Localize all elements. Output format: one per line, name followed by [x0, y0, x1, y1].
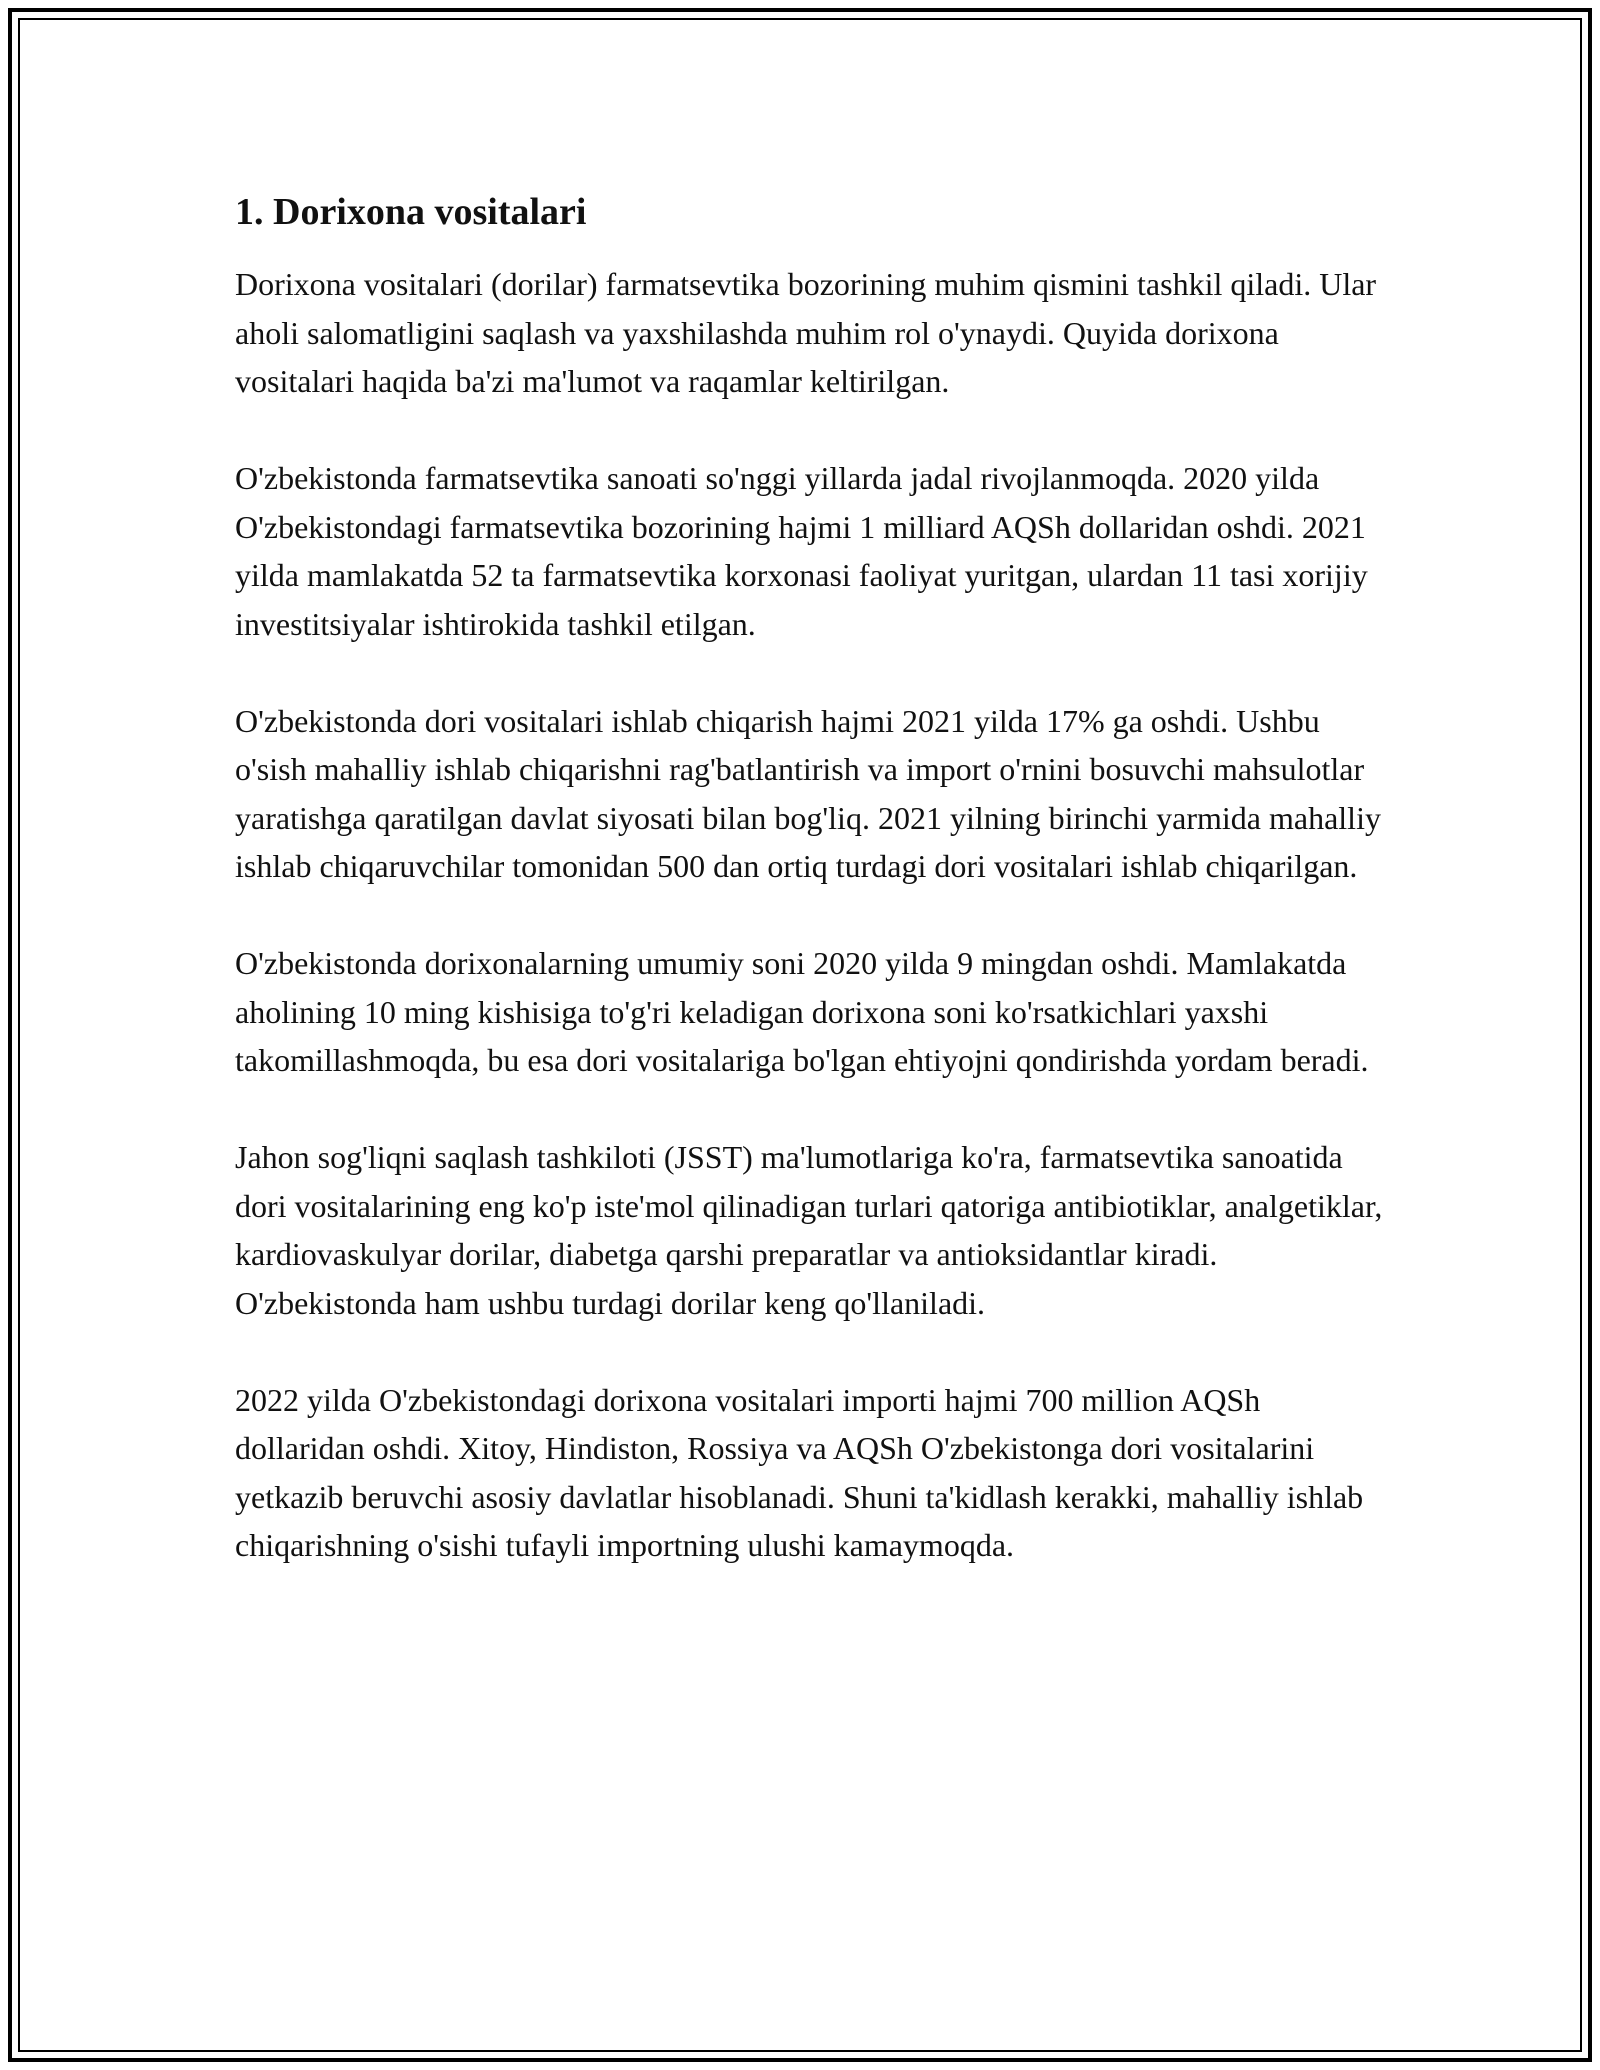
- paragraph-imports: 2022 yilda O'zbekistondagi dorixona vositalari importi hajmi 700 million AQSh dollaridan oshdi. Xitoy, Hindiston, Rossiya va AQSh O'zbekistonga dori vositalarini yetkazib beruvchi asosiy davlatlar hisoblanadi. Shuni ta'kidlash kerakki, mahalliy ishlab chiqarishning o'sishi tufayli importning ulushi kamaymoqda.: [235, 1381, 1364, 1563]
- paragraph-who: Jahon sog'liqni saqlash tashkiloti (JSST) ma'lumotlariga ko'ra, farmatsevtika sanoatida dori vositalarining eng ko'p iste'mol qilinadigan turlari qatoriga antibiotiklar, analgetiklar, kardiovaskulyar dorilar, diabetga qarshi preparatlar va antioksidantlar kiradi. O'zbekistonda ham ushbu turdagi dorilar keng qo'llaniladi.: [235, 1139, 1383, 1321]
- paragraph-intro: Dorixona vositalari (dorilar) farmatsevtika bozorining muhim qismini tashkil qiladi. Ular aholi salomatligini saqlash va yaxshilashda muhim rol o'ynaydi. Quyida dorixona vositalari haqida ba'zi ma'lumot va raqamlar keltirilgan.: [235, 266, 1377, 399]
- document-body: [235, 188, 1385, 1618]
- paragraph-industry: O'zbekistonda farmatsevtika sanoati so'nggi yillarda jadal rivojlanmoqda. 2020 yilda O'zbekistondagi farmatsevtika bozorining hajmi 1 milliard AQSh dollaridan oshdi. 2021 yilda mamlakatda 52 ta farmatsevtika korxonasi faoliyat yuritgan, ulardan 11 tasi xorijiy investitsiyalar ishtirokida tashkil etilgan.: [235, 460, 1368, 642]
- paragraph-pharmacies: O'zbekistonda dorixonalarning umumiy soni 2020 yilda 9 mingdan oshdi. Mamlakatda aholining 10 ming kishisiga to'g'ri keladigan dorixona soni ko'rsatkichlari yaxshi takomillashmoqda, bu esa dori vositalariga bo'lgan ehtiyojni qondirishda yordam beradi.: [235, 945, 1369, 1078]
- section-heading: 1. Dorixona vositalari: [235, 191, 587, 233]
- paragraph-production: O'zbekistonda dori vositalari ishlab chiqarish hajmi 2021 yilda 17% ga oshdi. Ushbu o'sish mahalliy ishlab chiqarishni rag'batlantirish va import o'rnini bosuvchi mahsulotlar yaratishga qaratilgan davlat siyosati bilan bog'liq. 2021 yilning birinchi yarmida mahalliy ishlab chiqaruvchilar tomonidan 500 dan ortiq turdagi dori vositalari ishlab chiqarilgan.: [235, 702, 1381, 884]
